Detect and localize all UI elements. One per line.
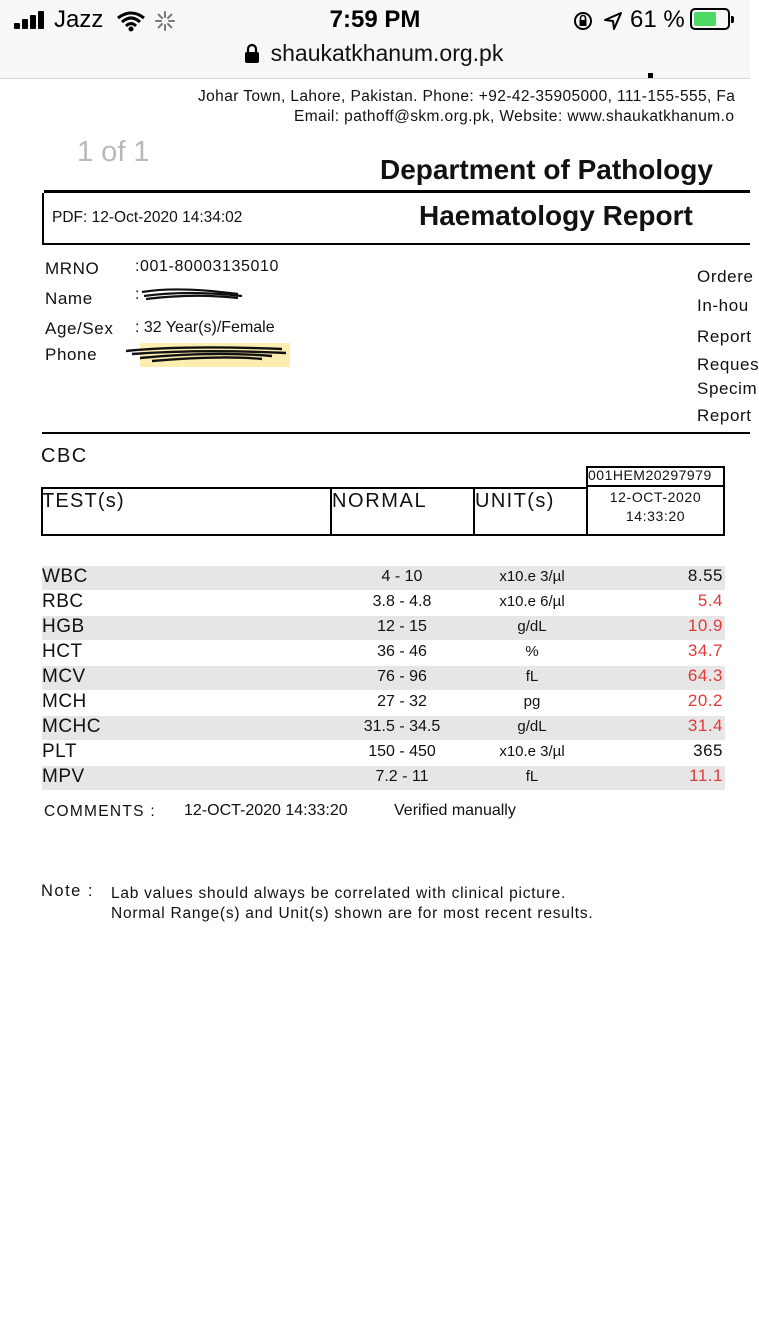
orientation-lock-icon: [572, 10, 594, 32]
unit: fL: [525, 668, 539, 685]
mrno-value: :001-80003135010: [135, 258, 279, 275]
normal-range: 7.2 - 11: [375, 768, 429, 785]
test-name: PLT: [42, 741, 77, 762]
browser-status-bar: [0, 0, 750, 79]
ordered-label: Ordere: [697, 267, 754, 286]
reported-label: Report: [697, 327, 752, 346]
page-indicator: 1 of 1: [77, 136, 150, 168]
result-value: 64.3: [687, 666, 723, 685]
normal-range: 4 - 10: [381, 568, 423, 585]
hospital-contact: Email: pathoff@skm.org.pk, Website: www.shaukatkhanum.o: [294, 108, 735, 125]
note-line-2: Normal Range(s) and Unit(s) shown are for most recent results.: [111, 905, 594, 922]
result-value: 20.2: [687, 691, 723, 710]
phone-label: Phone: [45, 345, 98, 364]
table-row: [42, 566, 725, 590]
normal-column-header: NORMAL: [332, 490, 428, 512]
header-left-border: [42, 193, 44, 243]
test-column-header: TEST(s): [42, 490, 125, 512]
table-row: [42, 616, 725, 640]
result-value: 5.4: [697, 591, 723, 610]
unit: x10.e 3/µl: [499, 743, 565, 760]
unit: x10.e 6/µl: [499, 593, 565, 610]
table-row: [42, 691, 725, 715]
test-name: HCT: [42, 641, 83, 662]
table-row: [42, 641, 725, 665]
comments-text: Verified manually: [394, 802, 516, 819]
test-name: MCHC: [42, 716, 101, 737]
hospital-address: Johar Town, Lahore, Pakistan. Phone: +92-42-35905000, 111-155-555, Fa: [198, 88, 736, 105]
accession-number: 001HEM20297979: [588, 467, 712, 483]
normal-range: 36 - 46: [377, 643, 427, 660]
note-line-1: Lab values should always be correlated with clinical picture.: [111, 885, 566, 902]
logo-fragment: [648, 73, 653, 78]
age-sex-value: : 32 Year(s)/Female: [135, 319, 275, 336]
age-sex-label: Age/Sex: [45, 319, 114, 338]
mrno-label: MRNO: [45, 259, 100, 278]
report-status-label: Report: [697, 406, 752, 425]
header-divider: [44, 190, 750, 193]
unit: g/dL: [517, 618, 547, 635]
result-value: 365: [693, 741, 723, 760]
note-label: Note :: [41, 882, 95, 900]
patient-divider: [42, 432, 750, 434]
table-row: [42, 716, 725, 740]
result-value: 34.7: [687, 641, 723, 660]
name-redaction-scribble: [138, 284, 248, 304]
name-label: Name: [45, 289, 93, 308]
unit: x10.e 3/µl: [499, 568, 565, 585]
unit: %: [525, 643, 539, 660]
location-arrow-icon: [602, 10, 624, 32]
department-title: Department of Pathology: [380, 154, 713, 185]
normal-range: 150 - 450: [368, 743, 436, 760]
report-title: Haematology Report: [419, 200, 693, 231]
section-title: CBC: [41, 445, 88, 467]
pdf-timestamp: PDF: 12-Oct-2020 14:34:02: [52, 209, 243, 226]
address-bar[interactable]: shaukatkhanum.org.pk: [270, 40, 504, 66]
result-header-divider: [586, 485, 725, 487]
test-name: HGB: [42, 616, 85, 637]
table-row: [42, 766, 725, 790]
test-name: MCV: [42, 666, 86, 687]
result-value: 8.55: [687, 566, 723, 585]
unit: pg: [523, 693, 541, 710]
result-time: 14:33:20: [625, 508, 686, 524]
unit: fL: [525, 768, 539, 785]
carrier-name: Jazz: [54, 6, 104, 33]
requested-label: Reques: [697, 355, 759, 374]
test-name: WBC: [42, 566, 88, 587]
table-row: [42, 591, 725, 615]
unit-column-header: UNIT(s): [475, 490, 555, 512]
name-colon: :: [135, 286, 140, 303]
specimen-label: Specim: [697, 379, 758, 398]
normal-range: 31.5 - 34.5: [363, 718, 441, 735]
normal-range: 76 - 96: [377, 668, 427, 685]
result-date: 12-OCT-2020: [609, 489, 702, 505]
normal-range: 3.8 - 4.8: [372, 593, 432, 610]
result-value: 10.9: [687, 616, 723, 635]
test-name: MPV: [42, 766, 85, 787]
clock-time: 7:59 PM: [329, 6, 421, 33]
phone-redaction-scribble: [122, 341, 292, 367]
battery-percent: 61 %: [630, 6, 685, 33]
comments-date: 12-OCT-2020 14:33:20: [184, 802, 348, 819]
header-bottom-divider: [42, 243, 750, 245]
result-value: 31.4: [687, 716, 723, 735]
test-name: RBC: [42, 591, 84, 612]
test-name: MCH: [42, 691, 87, 712]
comments-label: COMMENTS :: [44, 803, 157, 820]
table-row: [42, 666, 725, 690]
normal-range: 27 - 32: [377, 693, 427, 710]
table-row: [42, 741, 725, 765]
unit: g/dL: [517, 718, 547, 735]
result-value: 11.1: [689, 766, 723, 785]
in-house-label: In-hou: [697, 296, 749, 315]
normal-range: 12 - 15: [377, 618, 427, 635]
battery-icon: [690, 8, 730, 30]
